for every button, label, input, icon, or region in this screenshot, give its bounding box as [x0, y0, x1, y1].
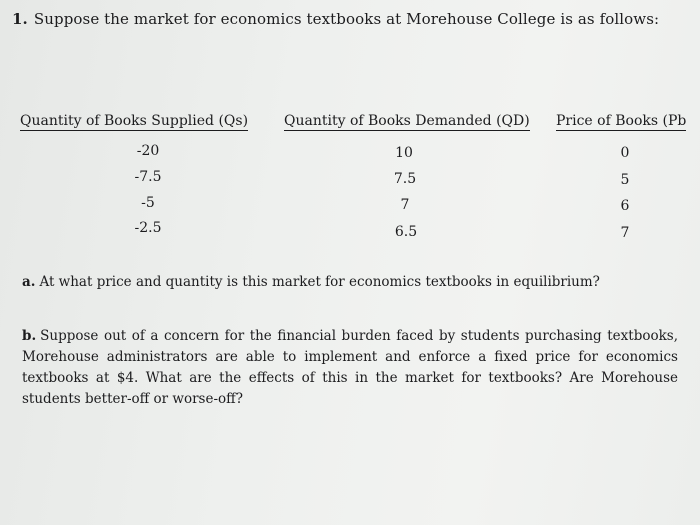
header-quantity-supplied: Quantity of Books Supplied (Qs) [20, 113, 249, 129]
cell-price: 7 [620, 225, 630, 241]
cell-qs: -2.5 [134, 220, 162, 236]
question-b-label: b. [22, 328, 37, 344]
cell-qs: -7.5 [134, 169, 162, 185]
problem-heading [12, 10, 659, 28]
question-a [22, 272, 600, 293]
question-a-label: a. [22, 274, 36, 290]
cell-qd: 10 [395, 145, 413, 161]
question-b [22, 326, 678, 410]
cell-price: 6 [620, 198, 630, 214]
header-quantity-demanded: Quantity of Books Demanded (QD) [284, 113, 530, 129]
cell-price: 5 [620, 172, 630, 188]
problem-number: 1. [12, 10, 28, 28]
cell-qs: -20 [136, 143, 160, 159]
problem-intro: Suppose the market for economics textbooks at Morehouse College is as follows: [33, 10, 660, 28]
cell-qd: 6.5 [394, 224, 418, 240]
cell-qd: 7 [400, 197, 410, 213]
cell-price: 0 [620, 145, 630, 161]
header-price: Price of Books (Pb [556, 113, 687, 129]
cell-qd: 7.5 [393, 171, 417, 187]
question-b-text: Suppose out of a concern for the financial burden faced by students purchasing textbooks, Morehouse administrators are able to implement and enforce a fixed price for economics textbooks at $4. What are the effects of this in the market for textbooks? Are Morehouse students better-off or worse-off? [22, 328, 678, 407]
cell-qs: -5 [141, 195, 155, 211]
question-a-text: At what price and quantity is this market for economics textbooks in equilibrium? [39, 274, 600, 290]
